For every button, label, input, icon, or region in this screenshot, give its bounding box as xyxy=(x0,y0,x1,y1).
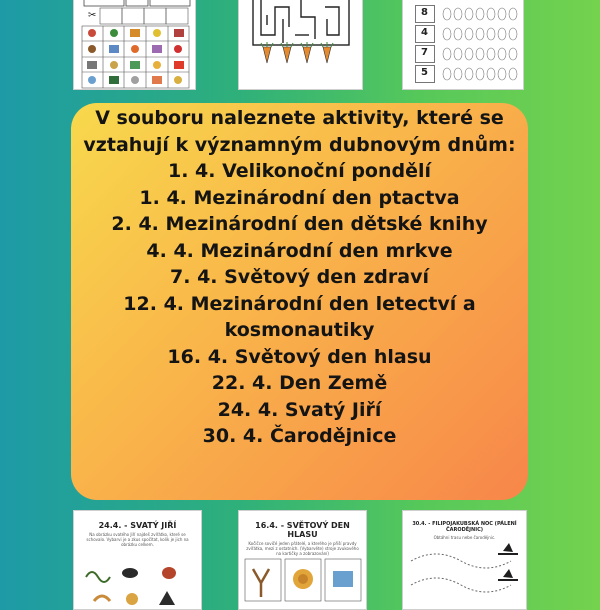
animals-preview xyxy=(74,551,202,610)
worksheet-thumbnail-egg-counting xyxy=(402,0,524,90)
april-days-list xyxy=(79,158,520,450)
worksheet-title: 30.4. - FILIPOJAKUBSKÁ NOC (PÁLENÍ ČARODĚJNIC) xyxy=(412,521,517,533)
count-number: 8 xyxy=(421,7,428,18)
carrot-icon xyxy=(283,47,291,63)
list-item: 2. 4. Mezinárodní den dětské knihy xyxy=(111,213,488,235)
witch-hat-icon xyxy=(159,591,175,605)
carrot-icon xyxy=(323,47,331,63)
witch-icon xyxy=(503,543,513,552)
carrot-icon xyxy=(263,47,271,63)
worksheet-thumbnail-den-hlasu xyxy=(238,510,367,610)
list-item: 4. 4. Mezinárodní den mrkve xyxy=(146,239,453,262)
scorpion-icon xyxy=(122,568,138,578)
witch-icon xyxy=(503,569,513,578)
worksheet-thumbnail-carodejnice xyxy=(402,510,527,610)
worksheet-title: 16.4. - SVĚTOVÝ DEN HLASU xyxy=(255,521,350,539)
scissors-icon: ✂ xyxy=(88,10,97,21)
easter-eggs-preview xyxy=(403,0,524,90)
list-item: 24. 4. Svatý Jiří xyxy=(217,398,382,421)
worksheet-instructions: Na obrázku svatého Jiří najdeš zvířátko, které se schovalo. Vybarvi je a zkus spočítat, kolik je jich na obrázku celkem. xyxy=(86,532,189,547)
list-item: 16. 4. Světový den hlasu xyxy=(167,345,432,368)
carrot-icon xyxy=(303,47,311,63)
snail-icon xyxy=(126,593,138,605)
worksheet-thumbnail-picture-grid xyxy=(73,0,196,90)
count-number: 7 xyxy=(421,47,428,58)
intro-text: V souboru naleznete aktivity, které se vztahují k významným dubnovým dnům: xyxy=(83,107,516,156)
worksheet-thumbnail-maze xyxy=(238,0,363,90)
slingshot-icon xyxy=(253,569,269,597)
list-item: 1. 4. Mezinárodní den ptactva xyxy=(139,186,460,209)
count-number: 5 xyxy=(421,67,428,78)
snake-icon xyxy=(86,572,110,582)
picture-grid-preview xyxy=(74,0,196,90)
list-item: 30. 4. Čarodějnice xyxy=(202,425,397,447)
hippo-icon xyxy=(333,571,353,587)
sound-cards-preview xyxy=(239,555,367,610)
worksheet-instructions: Kočičce sovičé jeden přátelé, a kterého je přiší pravdy zvířátka, mezi z ostatních. (Vybarvěte) stroje zvukového na kartičky a zobrazování) xyxy=(246,541,359,556)
worksheet-thumbnail-svaty-jiri xyxy=(73,510,202,610)
list-item: 7. 4. Světový den zdraví xyxy=(170,266,429,288)
list-item: 1. 4. Velikonoční pondělí xyxy=(167,160,432,182)
april-days-card xyxy=(71,103,528,500)
maze-preview xyxy=(239,0,363,90)
worm-icon xyxy=(94,596,110,601)
count-number: 4 xyxy=(421,27,428,38)
worksheet-title: 24.4. - SVATÝ JIŘÍ xyxy=(98,521,177,530)
list-item: 22. 4. Den Země xyxy=(211,372,388,394)
crab-icon xyxy=(162,567,176,579)
worksheet-instructions: Obtáhni trasu nebe čarodějnic. xyxy=(433,535,496,540)
list-item: 12. 4. Mezinárodní den letectví a kosmonautiky xyxy=(123,292,476,341)
